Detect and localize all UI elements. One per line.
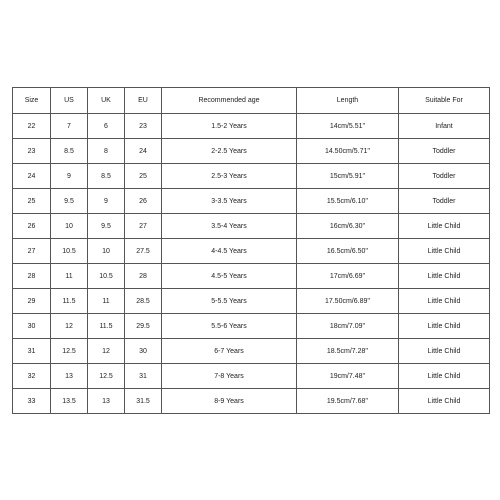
cell-size: 33	[13, 389, 51, 414]
cell-uk: 11.5	[88, 314, 125, 339]
cell-eu: 26	[125, 189, 162, 214]
cell-recommended-age: 5-5.5 Years	[162, 289, 297, 314]
cell-uk: 9.5	[88, 214, 125, 239]
table-row	[13, 114, 490, 139]
cell-suitable-for: Little Child	[399, 239, 490, 264]
header-recommended-age: Recommended age	[162, 88, 297, 114]
cell-uk: 10	[88, 239, 125, 264]
table-row	[13, 264, 490, 289]
header-length: Length	[297, 88, 399, 114]
header-suitable-for: Suitable For	[399, 88, 490, 114]
cell-eu: 28	[125, 264, 162, 289]
cell-us: 11.5	[51, 289, 88, 314]
cell-size: 31	[13, 339, 51, 364]
cell-size: 28	[13, 264, 51, 289]
table-row	[13, 239, 490, 264]
cell-us: 10.5	[51, 239, 88, 264]
cell-eu: 27	[125, 214, 162, 239]
cell-suitable-for: Little Child	[399, 339, 490, 364]
cell-us: 9.5	[51, 189, 88, 214]
cell-recommended-age: 8-9 Years	[162, 389, 297, 414]
cell-size: 30	[13, 314, 51, 339]
cell-size: 24	[13, 164, 51, 189]
cell-recommended-age: 2-2.5 Years	[162, 139, 297, 164]
cell-suitable-for: Little Child	[399, 389, 490, 414]
cell-uk: 11	[88, 289, 125, 314]
cell-eu: 31	[125, 364, 162, 389]
cell-uk: 13	[88, 389, 125, 414]
cell-size: 23	[13, 139, 51, 164]
table-row	[13, 364, 490, 389]
table-row	[13, 214, 490, 239]
size-chart-table	[12, 87, 490, 414]
cell-recommended-age: 2.5-3 Years	[162, 164, 297, 189]
cell-suitable-for: Toddler	[399, 164, 490, 189]
header-eu: EU	[125, 88, 162, 114]
cell-suitable-for: Little Child	[399, 264, 490, 289]
table-row	[13, 289, 490, 314]
cell-us: 9	[51, 164, 88, 189]
cell-uk: 6	[88, 114, 125, 139]
header-us: US	[51, 88, 88, 114]
cell-us: 12.5	[51, 339, 88, 364]
cell-length: 14.50cm/5.71''	[297, 139, 399, 164]
table-row	[13, 164, 490, 189]
cell-eu: 29.5	[125, 314, 162, 339]
cell-us: 13.5	[51, 389, 88, 414]
cell-length: 18.5cm/7.28''	[297, 339, 399, 364]
cell-us: 12	[51, 314, 88, 339]
cell-recommended-age: 3.5-4 Years	[162, 214, 297, 239]
cell-uk: 8.5	[88, 164, 125, 189]
cell-length: 15.5cm/6.10''	[297, 189, 399, 214]
size-chart-container	[12, 87, 489, 414]
cell-suitable-for: Little Child	[399, 364, 490, 389]
cell-uk: 10.5	[88, 264, 125, 289]
cell-eu: 27.5	[125, 239, 162, 264]
cell-us: 13	[51, 364, 88, 389]
cell-recommended-age: 3-3.5 Years	[162, 189, 297, 214]
cell-length: 19.5cm/7.68''	[297, 389, 399, 414]
cell-suitable-for: Little Child	[399, 289, 490, 314]
cell-size: 25	[13, 189, 51, 214]
cell-us: 8.5	[51, 139, 88, 164]
cell-recommended-age: 5.5-6 Years	[162, 314, 297, 339]
cell-length: 18cm/7.09''	[297, 314, 399, 339]
cell-length: 17.50cm/6.89''	[297, 289, 399, 314]
cell-eu: 25	[125, 164, 162, 189]
cell-length: 16.5cm/6.50''	[297, 239, 399, 264]
cell-eu: 31.5	[125, 389, 162, 414]
cell-size: 29	[13, 289, 51, 314]
cell-recommended-age: 4.5-5 Years	[162, 264, 297, 289]
cell-uk: 12	[88, 339, 125, 364]
cell-length: 17cm/6.69''	[297, 264, 399, 289]
cell-suitable-for: Little Child	[399, 214, 490, 239]
cell-size: 22	[13, 114, 51, 139]
cell-us: 11	[51, 264, 88, 289]
cell-recommended-age: 6-7 Years	[162, 339, 297, 364]
cell-uk: 9	[88, 189, 125, 214]
cell-suitable-for: Toddler	[399, 189, 490, 214]
cell-length: 16cm/6.30''	[297, 214, 399, 239]
cell-size: 32	[13, 364, 51, 389]
table-row	[13, 314, 490, 339]
header-size: Size	[13, 88, 51, 114]
cell-eu: 30	[125, 339, 162, 364]
table-row	[13, 189, 490, 214]
cell-length: 14cm/5.51''	[297, 114, 399, 139]
cell-eu: 24	[125, 139, 162, 164]
cell-eu: 23	[125, 114, 162, 139]
cell-uk: 12.5	[88, 364, 125, 389]
cell-size: 27	[13, 239, 51, 264]
table-body	[13, 114, 490, 414]
table-row	[13, 389, 490, 414]
cell-us: 7	[51, 114, 88, 139]
cell-uk: 8	[88, 139, 125, 164]
cell-suitable-for: Little Child	[399, 314, 490, 339]
cell-recommended-age: 7-8 Years	[162, 364, 297, 389]
cell-suitable-for: Toddler	[399, 139, 490, 164]
cell-recommended-age: 4-4.5 Years	[162, 239, 297, 264]
cell-recommended-age: 1.5-2 Years	[162, 114, 297, 139]
cell-us: 10	[51, 214, 88, 239]
cell-length: 15cm/5.91''	[297, 164, 399, 189]
cell-suitable-for: Infant	[399, 114, 490, 139]
cell-eu: 28.5	[125, 289, 162, 314]
cell-length: 19cm/7.48''	[297, 364, 399, 389]
table-row	[13, 139, 490, 164]
header-uk: UK	[88, 88, 125, 114]
table-header-row	[13, 88, 490, 114]
cell-size: 26	[13, 214, 51, 239]
table-row	[13, 339, 490, 364]
